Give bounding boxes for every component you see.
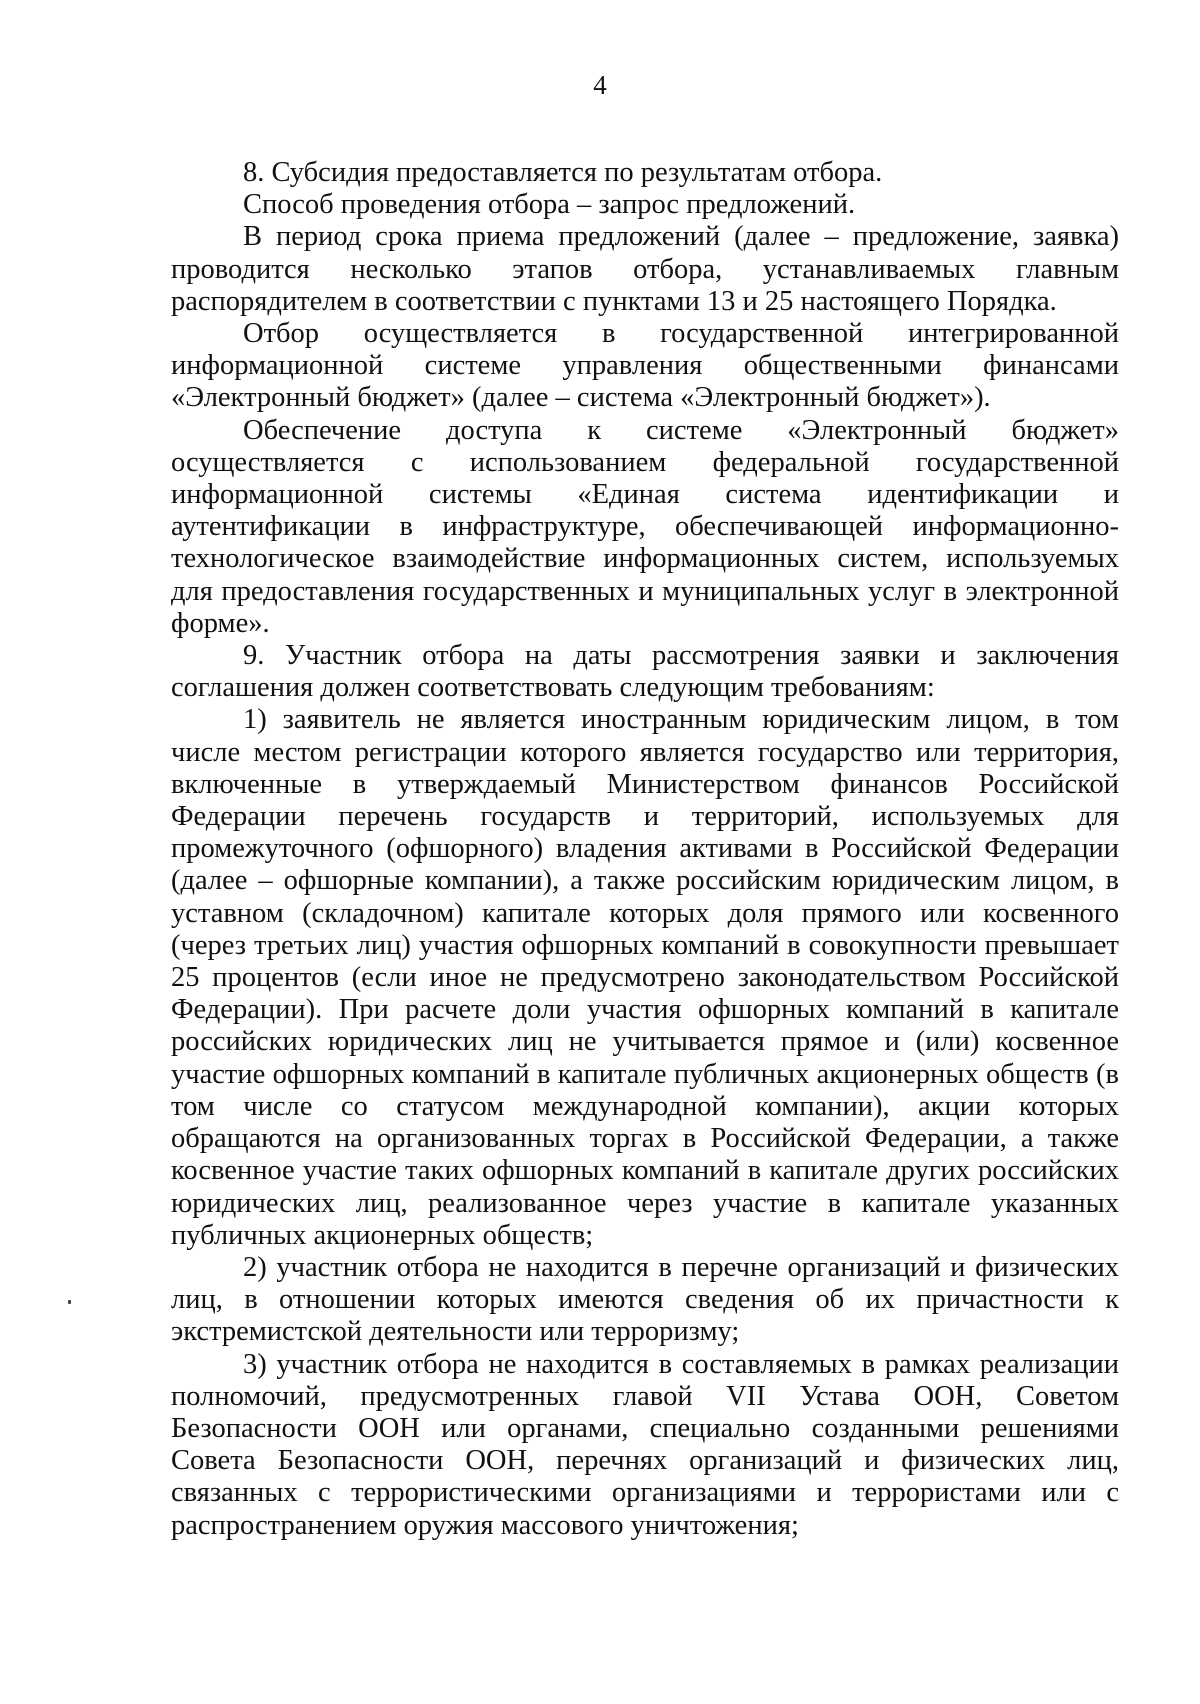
scan-speck <box>68 1300 71 1304</box>
paragraph-proposal-period: В период срока приема предложений (далее – предложение, заявка) проводится несколько этапов отбора, устанавливаемых главным распорядителем в соответствии с пунктами 13 и 25 настоящего Порядка. <box>171 221 1119 317</box>
list-item-requirement-2: 2) участник отбора не находится в перечне организаций и физических лиц, в отношении которых имеются сведения об их причастности к экстремистской деятельности или терроризму; <box>171 1251 1119 1348</box>
paragraph-selection-method: Способ проведения отбора – запрос предложений. <box>243 189 856 221</box>
paragraph-electronic-budget-system: Отбор осуществляется в государственной интегрированной информационной системе управления общественными финансами «Электронный бюджет» (далее – система «Электронный бюджет»). <box>171 318 1119 414</box>
list-item-requirement-3: 3) участник отбора не находится в составляемых в рамках реализации полномочий, предусмотренных главой VII Устава ООН, Советом Безопасности ООН или органами, специально созданными решениями Совета Безопасности ООН, перечнях организаций и физических лиц, связанных с террористическими организациями и террористами или с распространением оружия массового уничтожения; <box>171 1348 1119 1541</box>
paragraph-system-access: Обеспечение доступа к системе «Электронный бюджет» осуществляется с использованием федеральной государственной информационной системы «Единая система идентификации и аутентификации в инфраструктуре, обеспечивающей информационно-технологическое взаимодействие информационных систем, используемых для предоставления государственных и муниципальных услуг в электронной форме». <box>171 414 1119 639</box>
page-number: 4 <box>593 70 607 100</box>
list-item-requirement-1: 1) заявитель не является иностранным юридическим лицом, в том числе местом регистрации которого является государство или территория, включенные в утверждаемый Министерством финансов Российской Федерации перечень государств и территорий, используемых для промежуточного (офшорного) владения активами в Российской Федерации (далее – офшорные компании), а также российским юридическим лицом, в уставном (складочном) капитале которых доля прямого или косвенного (через третьих лиц) участия офшорных компаний в совокупности превышает 25 процентов (если иное не предусмотрено законодательством Российской Федерации). При расчете доли участия офшорных компаний в капитале российских юридических лиц не учитывается прямое и (или) косвенное участие офшорных компаний в капитале публичных акционерных обществ (в том числе со статусом международной компании), акции которых обращаются на организованных торгах в Российской Федерации, а также косвенное участие таких офшорных компаний в капитале других российских юридических лиц, реализованное через участие в капитале указанных публичных акционерных обществ; <box>171 704 1119 1251</box>
paragraph-8-subsidy: 8. Субсидия предоставляется по результатам отбора. <box>243 157 883 188</box>
paragraph-9-requirements: 9. Участник отбора на даты рассмотрения заявки и заключения соглашения должен соответствовать следующим требованиям: <box>171 640 1119 704</box>
document-body <box>171 157 1119 1542</box>
